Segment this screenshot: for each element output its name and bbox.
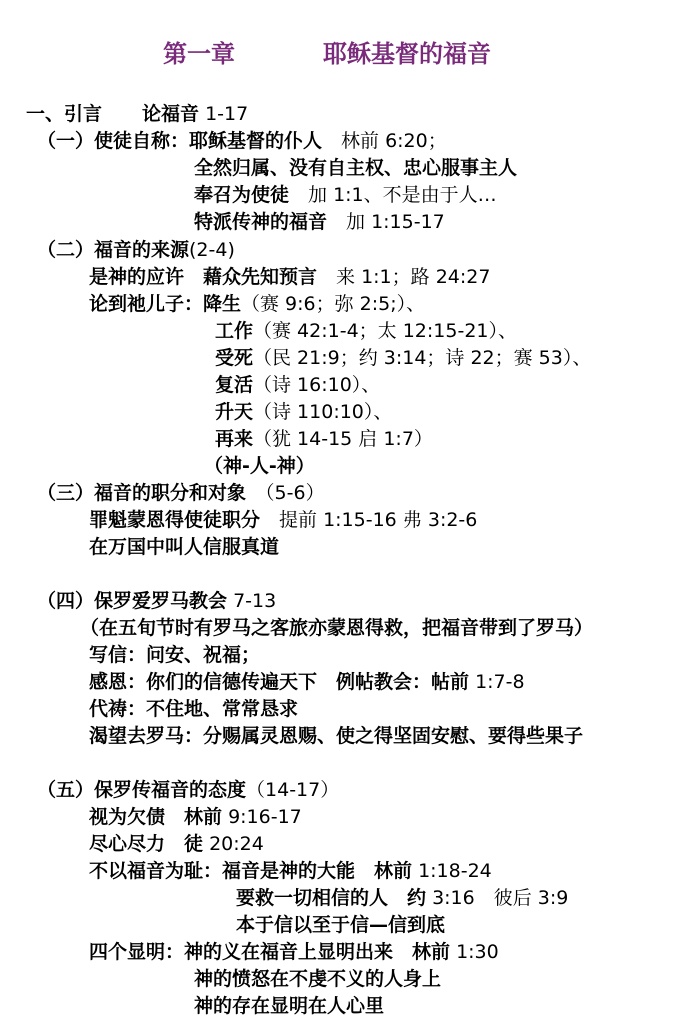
outline-line: 渴望去罗马：分赐属灵恩赐、使之得坚固安慰、要得些果子 (89, 725, 584, 747)
outline-line: 再来（犹 14-15 启 1:7） (215, 428, 433, 450)
chapter-number: 第一章 (163, 40, 235, 68)
outline-line: （二）福音的来源(2-4) (37, 239, 235, 261)
outline-line: 代祷：不住地、常常恳求 (89, 698, 299, 720)
outline-line: 罪魁蒙恩得使徒职分 提前 1:15-16 弗 3:2-6 (89, 509, 478, 531)
outline-line: 特派传神的福音 加 1:15-17 (194, 211, 445, 233)
outline-line: 复活（诗 16:10）、 (215, 374, 381, 396)
outline-line: 神的愤怒在不虔不义的人身上 (194, 968, 442, 990)
section-intro: 一、引言 (26, 103, 103, 125)
outline-line: 在万国中叫人信服真道 (89, 536, 280, 558)
outline-line: 全然归属、没有自主权、忠心服事主人 (194, 157, 518, 179)
chapter-title (0, 34, 676, 70)
outline-line: （四）保罗爱罗马教会 7-13 (37, 590, 277, 612)
outline-line: （在五旬节时有罗马之客旅亦蒙恩得救，把福音带到了罗马） (80, 617, 594, 639)
outline-line: 升天（诗 110:10）、 (215, 401, 393, 423)
chapter-heading: 耶稣基督的福音 (323, 40, 491, 68)
outline-line: 写信：问安、祝福； (89, 644, 261, 666)
outline-line: 视为欠债 林前 9:16-17 (89, 806, 302, 828)
outline-line: 奉召为使徒 加 1:1、不是由于人… (194, 184, 497, 206)
outline-line: （五）保罗传福音的态度（14-17） (37, 779, 340, 801)
outline-line: 是神的应许 藉众先知预言 来 1:1；路 24:27 (89, 266, 491, 288)
outline-line: 尽心尽力 徒 20:24 (89, 833, 264, 855)
outline-line: 感恩：你们的信德传遍天下 例帖教会：帖前 1:7-8 (89, 671, 525, 693)
outline-line: 受死（民 21:9；约 3:14；诗 22；赛 53）、 (215, 347, 592, 369)
outline-line: （神-人-神） (204, 455, 315, 477)
section-intro-topic: 论福音 1-17 (142, 103, 249, 125)
outline-line: （三）福音的职分和对象 （5-6） (37, 482, 325, 504)
outline-line: （一）使徒自称：耶稣基督的仆人 林前 6:20； (37, 130, 447, 152)
outline-line: 本于信以至于信—信到底 (236, 914, 446, 936)
outline-line: 要救一切相信的人 约 3:16 彼后 3:9 (236, 887, 569, 909)
outline-line: 四个显明：神的义在福音上显明出来 林前 1:30 (89, 941, 499, 963)
outline-line: 工作（赛 42:1-4；太 12:15-21）、 (215, 320, 517, 342)
outline-line: 不以福音为耻：福音是神的大能 林前 1:18-24 (89, 860, 492, 882)
outline-line: 神的存在显明在人心里 (194, 995, 385, 1017)
outline-line: 论到祂儿子：降生（赛 9:6；弥 2:5;）、 (89, 293, 426, 315)
